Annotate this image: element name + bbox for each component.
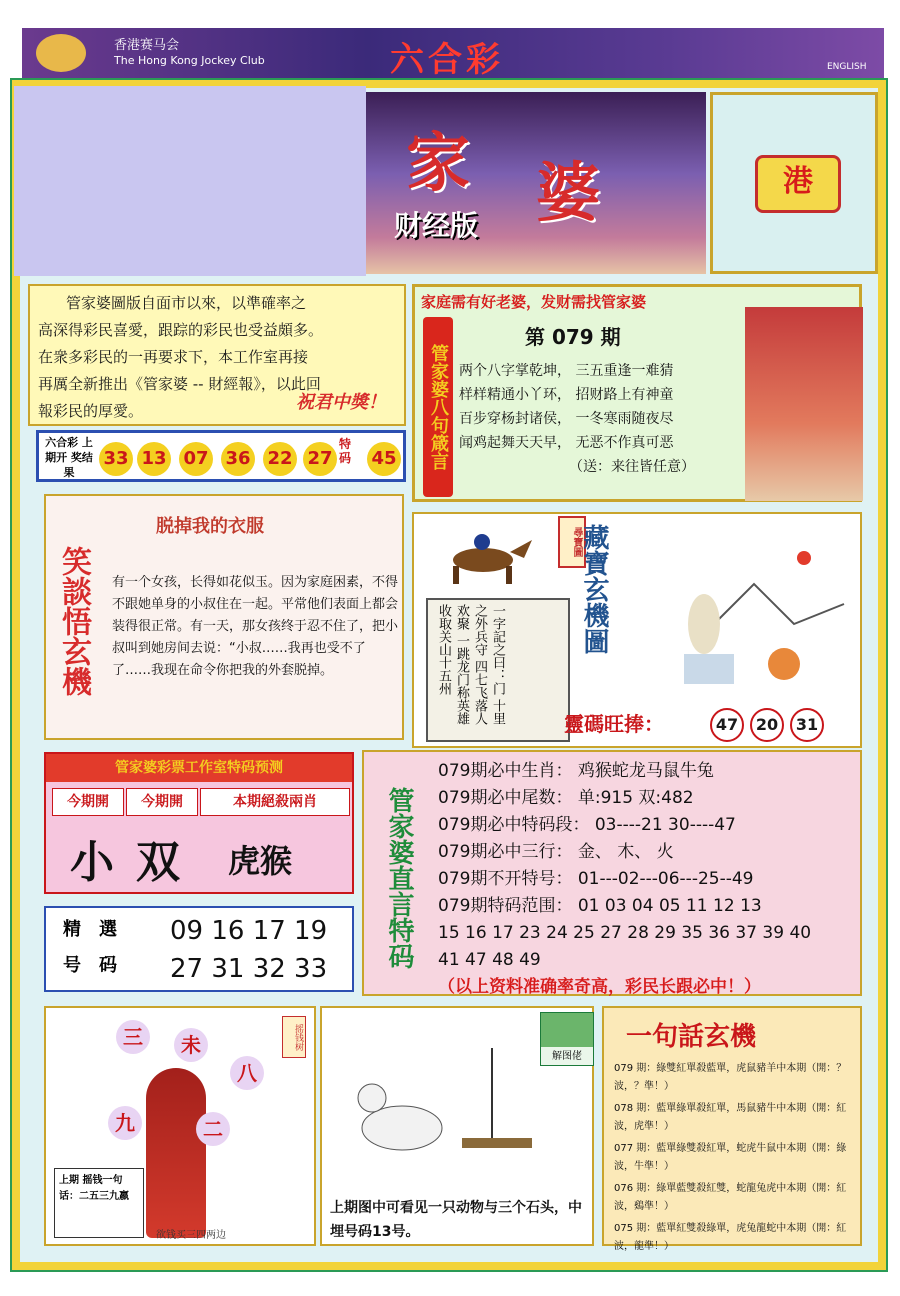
bride-image <box>745 307 863 501</box>
pick-numbers <box>170 912 327 988</box>
prediction-box <box>44 752 354 894</box>
joke-text: 有一个女孩，长得如花似玉。因为家庭困素，不得不跟她单身的小叔住在一起。平常他们表面上都会装得很正常。有一天，那女孩终于忍不住了，把小叔叫到她房间去说：“小叔……我再也受不了了……我现在命令你把我的外套脱掉。 <box>112 575 399 678</box>
joke-title: 脱掉我的衣服 <box>156 516 264 537</box>
banner-char-1: 家 <box>406 126 470 201</box>
direct-line: 41 47 48 49 <box>438 950 541 970</box>
period-number: 第 079 期 <box>525 325 621 349</box>
riddle-rows <box>614 1060 858 1256</box>
prediction-kill: 虎猴 <box>228 842 293 880</box>
hot-ball: 20 <box>750 708 784 742</box>
prediction-cell: 本期絕殺兩肖 <box>200 788 350 816</box>
intro-line: 高深得彩民喜愛，跟踪的彩民也受益頗多。 <box>38 321 324 339</box>
jockey-club-logo <box>36 34 86 72</box>
money-tree-box <box>44 1006 316 1246</box>
poem-line: 样样精通小丫环， 招财路上有神童 <box>459 387 674 403</box>
prediction-even: 双 <box>136 837 180 888</box>
last-results <box>36 430 406 482</box>
direct-line: 079期不开特号： 01---02---06---25--49 <box>438 869 754 889</box>
direct-line: 079期必中尾数： 单:915 双:482 <box>438 788 694 808</box>
mark-six-title: 六合彩 <box>390 40 504 80</box>
special-ball: 45 <box>367 442 401 476</box>
intro-text-box <box>28 284 406 426</box>
special-label: 特码 <box>339 437 352 465</box>
direct-words-box <box>362 750 862 996</box>
treasure-title: 藏寶玄機圖 <box>579 524 609 654</box>
result-ball: 07 <box>179 442 213 476</box>
horse-rider-icon <box>428 528 538 588</box>
goat-icon <box>342 1028 542 1188</box>
tree-bubble: 二 <box>196 1112 230 1146</box>
prediction-header: 管家婆彩票工作室特码预测 <box>46 754 352 782</box>
tree-bubble: 未 <box>174 1028 208 1062</box>
joke-box <box>44 494 404 740</box>
direct-line: 15 16 17 23 24 25 27 28 29 35 36 37 39 40 <box>438 923 812 943</box>
direct-line: 079期必中生肖： 鸡猴蛇龙马鼠牛兔 <box>438 761 714 781</box>
treasure-box <box>412 512 862 748</box>
hk-emblem <box>710 92 878 274</box>
tree-caption: 欲钱买三四两边 <box>156 1230 226 1241</box>
decoder-badge <box>540 1012 594 1066</box>
hk-badge: 港 <box>755 155 841 213</box>
direct-footer: （以上资料准确率奇高，彩民长跟必中！） <box>438 977 761 997</box>
poem-line: 百步穿杨封诸侯， 一冬寒雨随夜尽 <box>459 411 674 427</box>
riddle-title: 一句話玄機 <box>626 1022 757 1052</box>
pick-label-1: 精選 <box>63 919 135 940</box>
org-name-en: The Hong Kong Jockey Club <box>114 54 265 67</box>
result-ball: 33 <box>99 442 133 476</box>
wish-text: 祝君中獎！ <box>296 392 386 413</box>
hot-ball: 31 <box>790 708 824 742</box>
direct-line: 079期必中三行： 金、 木、 火 <box>438 842 674 862</box>
intro-line: 管家婆圖版自面市以來，以準確率之 <box>66 294 307 312</box>
tree-bubble: 三 <box>116 1020 150 1054</box>
scroll-text: 一字記之曰：门 十里之外兵守 四七飞落人欢聚 一跳龙门称英雄 收取关山十五州 <box>436 604 505 726</box>
result-ball: 36 <box>221 442 255 476</box>
pick-row: 27 31 32 33 <box>170 954 328 984</box>
intro-line: 再厲全新推出《管家婆 -- 財經報》，以此回 <box>38 375 321 393</box>
riddle-box <box>602 1006 862 1252</box>
treasure-tag: 尋寶圖 <box>558 516 586 568</box>
riddle-row: 075 期：藍單紅雙殺綠單，虎兔龍蛇中本期（開：紅波，龍準！） <box>614 1223 847 1252</box>
hot-label: 靈碼旺捧： <box>564 712 664 736</box>
riddle-scroll <box>426 598 570 742</box>
period-side-label: 管家婆八句箴言 <box>423 317 453 497</box>
riddle-row: 079 期：綠雙紅單殺藍單，虎鼠豬羊中本期（開：？波，？準！） <box>614 1063 847 1092</box>
direct-side-title: 管家婆直言特码 <box>384 787 414 969</box>
banner-subtitle: 财经版 <box>394 209 479 242</box>
joke-side-title: 笑談悟玄機 <box>56 546 91 696</box>
banner-char-2: 婆 <box>536 156 600 231</box>
lavender-block <box>14 86 366 276</box>
direct-line: 079期特码范围： 01 03 04 05 11 12 13 <box>438 896 762 916</box>
decoder-label: 解图佬 <box>552 1051 582 1062</box>
period-headline: 家庭需有好老婆，发财需找管家婆 <box>421 293 647 311</box>
pick-label <box>54 912 144 984</box>
main-banner <box>366 92 706 274</box>
result-ball: 27 <box>303 442 337 476</box>
result-ball: 13 <box>137 442 171 476</box>
result-ball: 22 <box>263 442 297 476</box>
org-name-cn: 香港赛马会 <box>114 38 180 53</box>
tree-bubble: 八 <box>230 1056 264 1090</box>
goat-riddle-box <box>320 1006 594 1246</box>
prediction-cell: 今期開 <box>126 788 198 816</box>
direct-lines <box>438 758 858 1001</box>
direct-line: 079期必中特码段： 03----21 30----47 <box>438 815 736 835</box>
poem-line: 闻鸡起舞天天早， 无恶不作真可恶 <box>459 435 674 451</box>
tree-note: 上期 摇钱一句话：二五三九嬴 <box>54 1168 144 1238</box>
prediction-small: 小 <box>70 837 114 888</box>
rabbit-mortar-icon <box>644 544 854 694</box>
period-poem-box <box>412 284 862 502</box>
poem-line: 两个八字掌乾坤， 三五重逢一难猜 <box>459 363 674 379</box>
hot-ball: 47 <box>710 708 744 742</box>
top-header <box>22 28 884 78</box>
riddle-row: 078 期：藍單綠單殺紅單，馬鼠豬牛中本期（開：紅波，虎準！） <box>614 1103 847 1132</box>
prediction-cell: 今期開 <box>52 788 124 816</box>
pick-label-2: 号码 <box>63 955 135 976</box>
period-poem <box>459 359 749 479</box>
tree-bubble: 九 <box>108 1106 142 1140</box>
riddle-row: 076 期：綠單藍雙殺紅雙，蛇龍兔虎中本期（開：紅波，鷄準！） <box>614 1183 847 1212</box>
english-link[interactable]: ENGLISH <box>827 62 867 72</box>
intro-line: 報彩民的厚愛。 <box>38 402 144 420</box>
tree-trunk <box>146 1068 206 1238</box>
results-label: 六合彩 上期开 奖结果 <box>45 436 93 479</box>
intro-line: 在衆多彩民的一再要求下，本工作室再接 <box>38 348 309 366</box>
goat-caption: 上期图中可看见一只动物与三个石头，中埋号码13号。 <box>330 1200 582 1240</box>
pick-row: 09 16 17 19 <box>170 916 328 946</box>
riddle-row: 077 期：藍單綠雙殺紅單，蛇虎牛鼠中本期（開：綠波，牛準！） <box>614 1143 847 1172</box>
tree-stamp: 摇钱树 <box>282 1016 306 1058</box>
selected-numbers-box <box>44 906 354 992</box>
poem-line: （送：来往皆任意） <box>569 459 695 475</box>
